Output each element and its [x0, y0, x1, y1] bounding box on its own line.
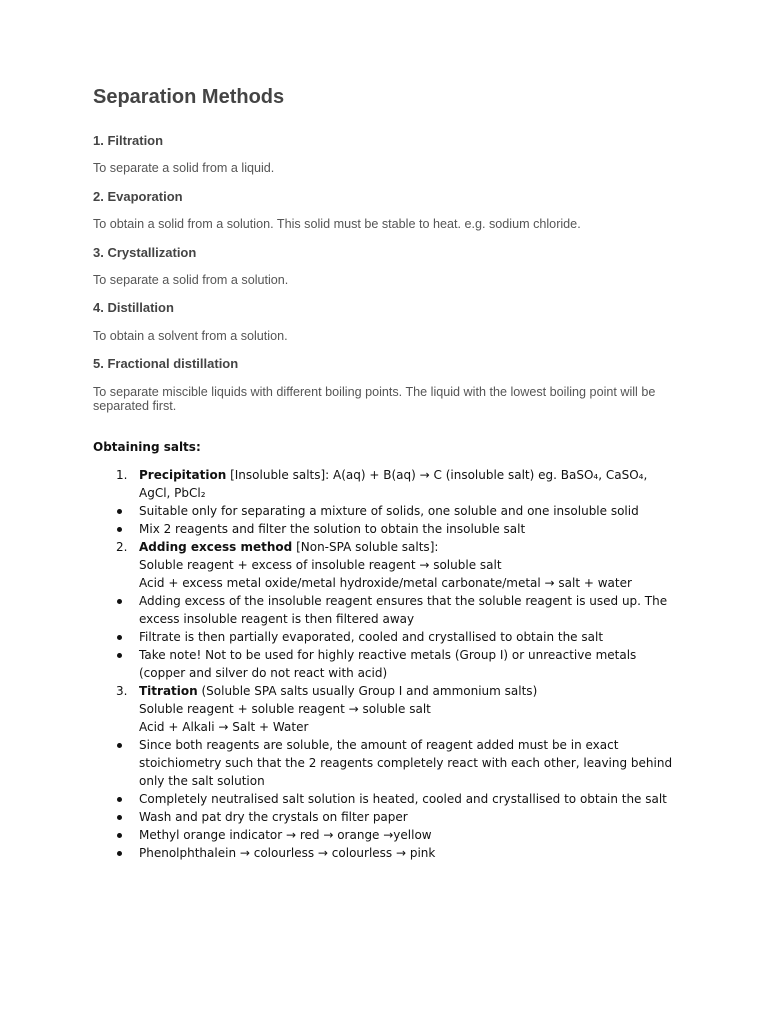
list-item-body: Since both reagents are soluble, the amount of reagent added must be in exact stoichiometry such that the 2 reagents completely react with each other, leaving behind only the salt solution	[139, 738, 673, 788]
bullet-icon	[117, 743, 122, 748]
list-item-text	[139, 574, 674, 592]
bullet-icon	[117, 815, 122, 820]
list-item-body: Adding excess of the insoluble reagent ensures that the soluble reagent is used up. The excess insoluble reagent is then filtered away	[139, 594, 668, 626]
list-item-text	[139, 538, 674, 556]
method-heading-evaporation: 2. Evaporation	[93, 189, 183, 204]
list-item	[0, 736, 768, 790]
page-title: Separation Methods	[93, 86, 285, 108]
list-item-body: Suitable only for separating a mixture of solids, one soluble and one insoluble solid	[139, 504, 639, 518]
list-item	[0, 826, 768, 844]
salts-list	[0, 466, 768, 862]
list-number: 3.	[116, 684, 128, 698]
list-item-body: Methyl orange indicator → red → orange →yellow	[139, 828, 432, 842]
list-item-text	[139, 682, 674, 700]
list-item	[0, 574, 768, 592]
list-item	[0, 808, 768, 826]
list-item-body: Acid + excess metal oxide/metal hydroxide/metal carbonate/metal → salt + water	[139, 576, 632, 590]
list-item	[0, 520, 768, 538]
salts-heading: Obtaining salts:	[93, 440, 201, 454]
list-item	[0, 502, 768, 520]
list-item-body: [Insoluble salts]: A(aq) + B(aq) → C (insoluble salt) eg. BaSO₄, CaSO₄, AgCl, PbCl₂	[139, 468, 648, 500]
list-item	[0, 592, 768, 628]
list-item-bold-label: Precipitation	[139, 468, 227, 482]
list-item	[0, 628, 768, 646]
list-item-text	[139, 736, 674, 790]
list-item-bold-label: Adding excess method	[139, 540, 293, 554]
list-item-body: (Soluble SPA salts usually Group I and ammonium salts)	[197, 684, 538, 698]
method-heading-fractional-distillation: 5. Fractional distillation	[93, 356, 239, 371]
method-desc-evaporation: To obtain a solid from a solution. This solid must be stable to heat. e.g. sodium chloride.	[93, 217, 581, 231]
list-item	[0, 700, 768, 718]
bullet-icon	[117, 653, 122, 658]
list-item-body: Wash and pat dry the crystals on filter paper	[139, 810, 408, 824]
bullet-icon	[117, 599, 122, 604]
list-item-body: [Non-SPA soluble salts]:	[292, 540, 439, 554]
list-item-body: Take note! Not to be used for highly reactive metals (Group I) or unreactive metals (copper and silver do not react with acid)	[139, 648, 637, 680]
bullet-icon	[117, 833, 122, 838]
list-number: 2.	[116, 540, 128, 554]
list-item-text	[139, 556, 674, 574]
bullet-icon	[117, 509, 122, 514]
method-desc-distillation: To obtain a solvent from a solution.	[93, 329, 288, 343]
list-item-body: Completely neutralised salt solution is heated, cooled and crystallised to obtain the salt	[139, 792, 667, 806]
list-item	[0, 790, 768, 808]
method-desc-crystallization: To separate a solid from a solution.	[93, 273, 289, 287]
list-item-text	[139, 718, 674, 736]
list-item-body: Soluble reagent + soluble reagent → soluble salt	[139, 702, 431, 716]
bullet-icon	[117, 527, 122, 532]
list-item-text	[139, 628, 674, 646]
list-item-body: Acid + Alkali → Salt + Water	[139, 720, 309, 734]
method-desc-filtration: To separate a solid from a liquid.	[93, 161, 275, 175]
list-item-text	[139, 592, 674, 628]
list-item-text	[139, 844, 674, 862]
list-item-bold-label: Titration	[139, 684, 198, 698]
bullet-icon	[117, 797, 122, 802]
bullet-icon	[117, 635, 122, 640]
list-item	[0, 682, 768, 700]
list-item	[0, 556, 768, 574]
list-item-text	[139, 646, 674, 682]
list-item-body: Mix 2 reagents and filter the solution to obtain the insoluble salt	[139, 522, 526, 536]
list-number: 1.	[116, 468, 128, 482]
list-item-text	[139, 808, 674, 826]
list-item	[0, 538, 768, 556]
list-item-text	[139, 790, 674, 808]
method-desc-fractional-distillation: To separate miscible liquids with different boiling points. The liquid with the lowest boiling point will be separated first.	[93, 385, 656, 413]
list-item-text	[139, 466, 674, 502]
method-heading-crystallization: 3. Crystallization	[93, 245, 197, 260]
method-heading-distillation: 4. Distillation	[93, 300, 174, 315]
bullet-icon	[117, 851, 122, 856]
list-item-body: Filtrate is then partially evaporated, cooled and crystallised to obtain the salt	[139, 630, 604, 644]
list-item-text	[139, 502, 674, 520]
list-item	[0, 718, 768, 736]
list-item-text	[139, 700, 674, 718]
list-item	[0, 466, 768, 502]
list-item	[0, 646, 768, 682]
list-item-body: Phenolphthalein → colourless → colourless → pink	[139, 846, 436, 860]
list-item-text	[139, 520, 674, 538]
list-item	[0, 844, 768, 862]
list-item-text	[139, 826, 674, 844]
list-item-body: Soluble reagent + excess of insoluble reagent → soluble salt	[139, 558, 502, 572]
method-heading-filtration: 1. Filtration	[93, 133, 164, 148]
